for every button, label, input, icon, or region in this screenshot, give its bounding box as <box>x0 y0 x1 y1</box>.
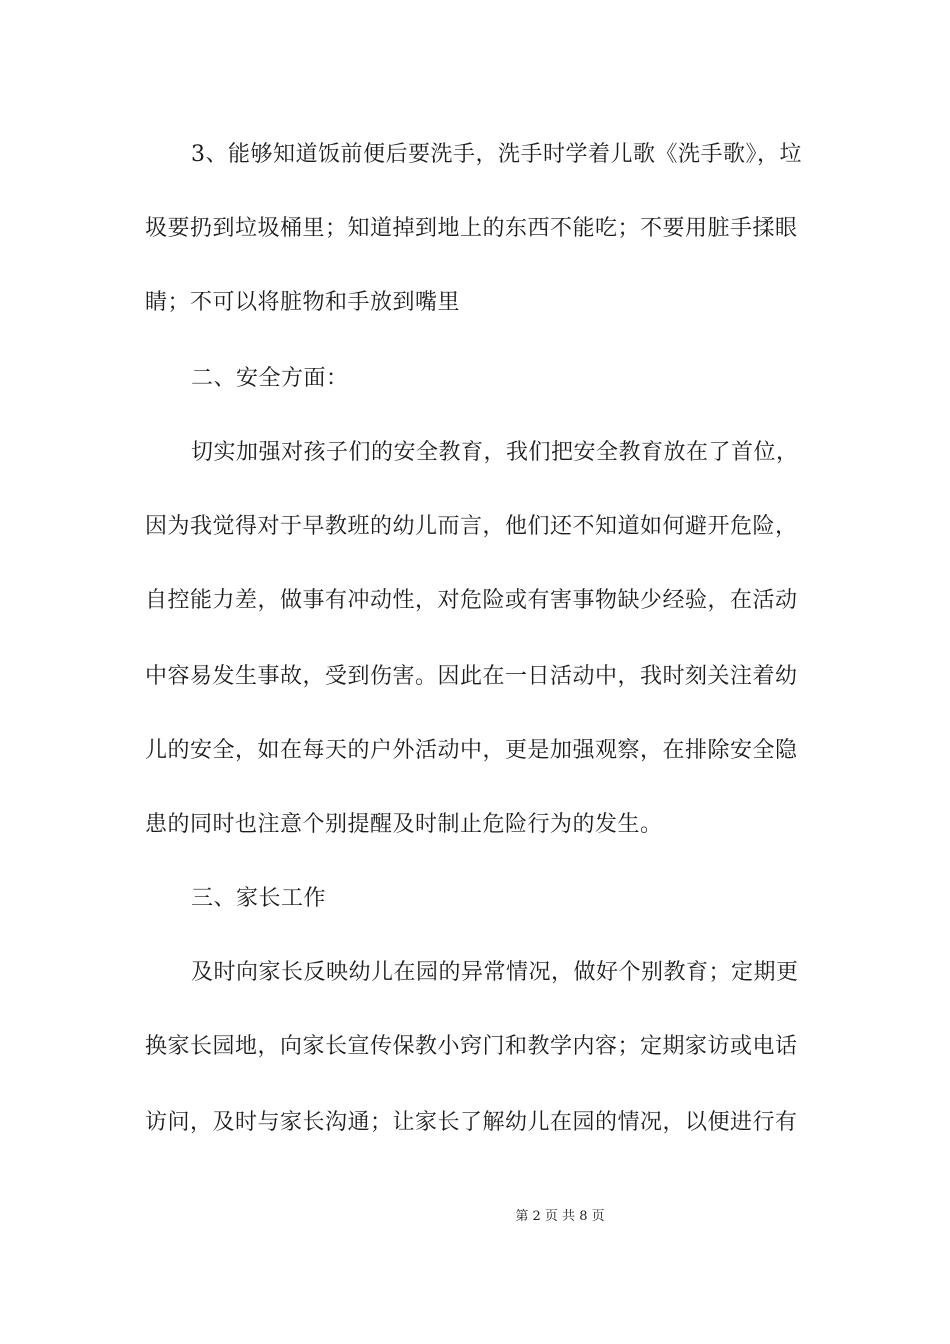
paragraph-line-8: 中容易发生事故，受到伤害。因此在一日活动中，我时刻关注着幼 <box>145 664 798 689</box>
paragraph-line-6: 因为我觉得对于早教班的幼儿而言，他们还不知道如何避开危险， <box>145 514 798 539</box>
paragraph-line-13: 换家长园地，向家长宣传保教小窍门和教学内容；定期家访或电话 <box>145 1034 798 1059</box>
section-heading-safety: 二、安全方面： <box>191 366 349 391</box>
paragraph-line-10: 患的同时也注意个别提醒及时制止危险行为的发生。 <box>145 812 663 837</box>
section-heading-parents: 三、家长工作 <box>191 886 327 911</box>
paragraph-line-9: 儿的安全，如在每天的户外活动中，更是加强观察，在排除安全隐 <box>145 738 798 763</box>
paragraph-line-5: 切实加强对孩子们的安全教育，我们把安全教育放在了首位， <box>191 440 799 465</box>
paragraph-line-1: 3、能够知道饭前便后要洗手，洗手时学着儿歌《洗手歌》，垃 <box>191 142 802 167</box>
paragraph-line-12: 及时向家长反映幼儿在园的异常情况，做好个别教育；定期更 <box>191 960 799 985</box>
paragraph-line-7: 自控能力差，做事有冲动性，对危险或有害事物缺少经验，在活动 <box>145 588 798 613</box>
paragraph-line-2: 圾要扔到垃圾桶里；知道掉到地上的东西不能吃；不要用脏手揉眼 <box>145 216 798 241</box>
page-number-footer: 第 2 页 共 8 页 <box>515 1209 605 1224</box>
paragraph-line-14: 访问，及时与家长沟通；让家长了解幼儿在园的情况，以便进行有 <box>145 1110 798 1135</box>
paragraph-line-3: 睛；不可以将脏物和手放到嘴里 <box>145 290 461 315</box>
